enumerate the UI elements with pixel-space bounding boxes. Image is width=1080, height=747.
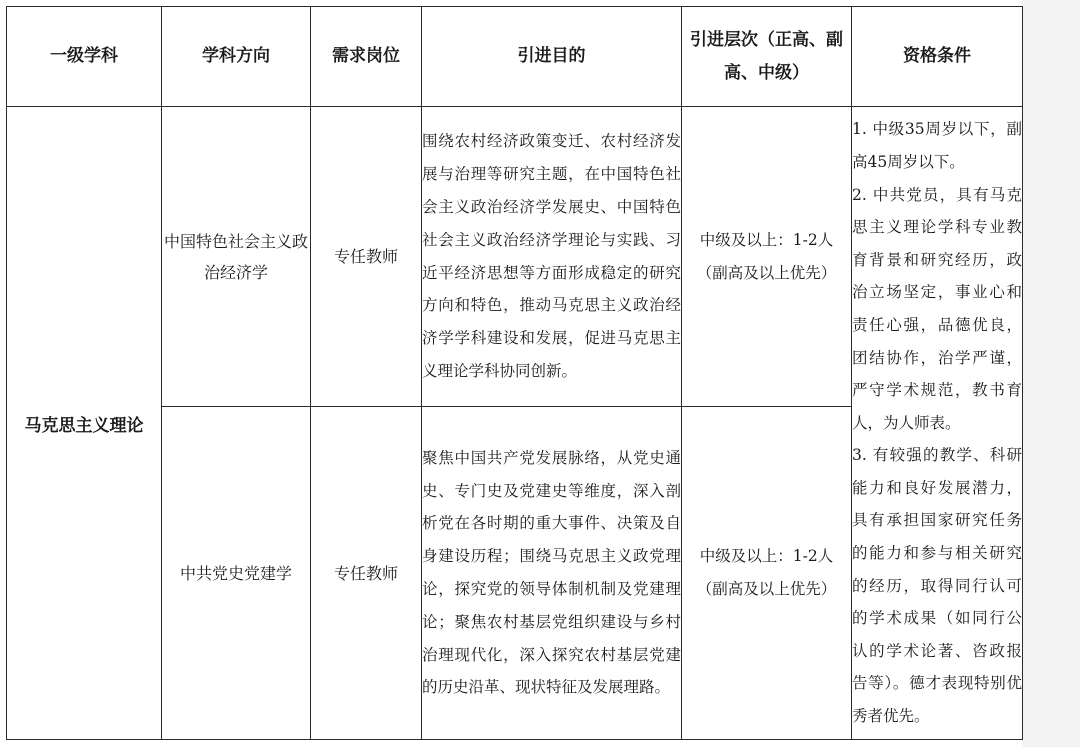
header-level: 引进层次（正高、副高、中级） <box>682 7 852 107</box>
level-cell <box>682 107 852 407</box>
header-subject: 一级学科 <box>7 7 162 107</box>
position-cell: 专任教师 <box>311 107 422 407</box>
header-direction: 学科方向 <box>162 7 311 107</box>
header-qualification: 资格条件 <box>852 7 1023 107</box>
purpose-cell: 围绕农村经济政策变迁、农村经济发展与治理等研究主题，在中国特色社会主义政治经济学发展史、中国特色社会主义政治经济学理论与实践、习近平经济思想等方面形成稳定的研究方向和特色，推动马克思主义政治经济学学科建设和发展，促进马克思主义理论学科协同创新。 <box>422 107 682 407</box>
position-cell: 专任教师 <box>311 407 422 740</box>
header-position: 需求岗位 <box>311 7 422 107</box>
table-row <box>7 107 1023 407</box>
level-cell <box>682 407 852 740</box>
header-purpose: 引进目的 <box>422 7 682 107</box>
direction-cell: 中国特色社会主义政治经济学 <box>162 107 311 407</box>
recruitment-table <box>6 6 1023 740</box>
level-note: （副高及以上优先） <box>696 263 837 282</box>
level-main: 中级及以上：1-2人 <box>699 230 834 249</box>
level-note: （副高及以上优先） <box>696 580 837 598</box>
qualification-cell <box>852 107 1023 740</box>
direction-cell: 中共党史党建学 <box>162 407 311 740</box>
qualification-item: 2. 中共党员，具有马克思主义理论学科专业教育背景和研究经历，政治立场坚定，事业心和责任心强，品德优良，团结协作，治学严谨，严守学术规范，教书育人，为人师表。 <box>852 185 1022 432</box>
purpose-cell: 聚焦中国共产党发展脉络，从党史通史、专门史及党建史等维度，深入剖析党在各时期的重大事件、决策及自身建设历程；围绕马克思主义政党理论，探究党的领导体制机制及党建理论；聚焦农村基层党组织建设与乡村治理现代化，深入探究农村基层党建的历史沿革、现状特征及发展理路。 <box>422 407 682 740</box>
qualification-item: 1. 中级35周岁以下，副高45周岁以下。 <box>852 120 1022 171</box>
subject-cell: 马克思主义理论 <box>7 107 162 740</box>
qualification-item: 3. 有较强的教学、科研能力和良好发展潜力，具有承担国家研究任务的能力和参与相关研究的经历，取得同行认可的学术成果（如同行公认的学术论著、咨政报告等）。德才表现特别优秀者优先。 <box>852 446 1022 726</box>
page-margin-shade <box>1022 0 1080 747</box>
header-row <box>7 7 1023 107</box>
level-main: 中级及以上：1-2人 <box>699 547 834 565</box>
